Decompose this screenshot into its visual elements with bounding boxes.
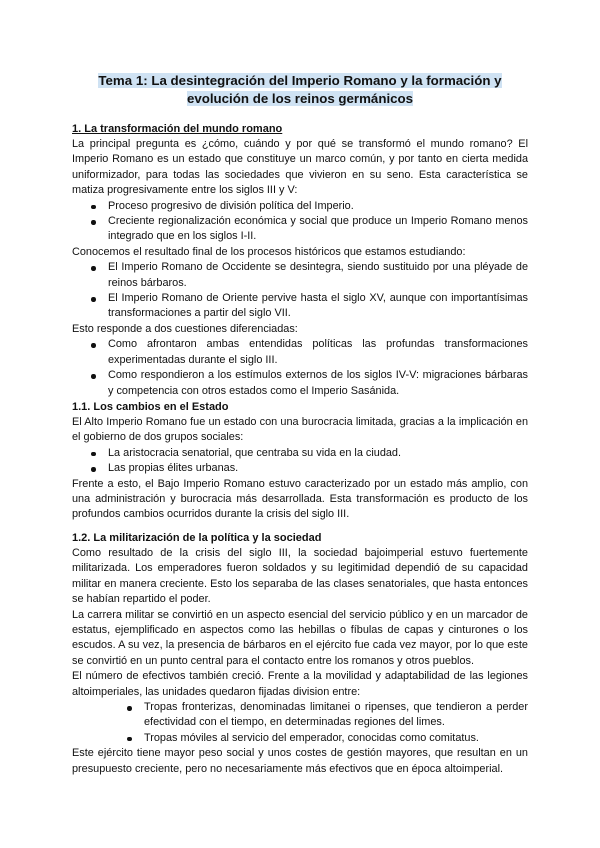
list-item: Creciente regionalización económica y social que produce un Imperio Romano menos integrado que en los siglos I-II. xyxy=(108,214,528,245)
list-item: Las propias élites urbanas. xyxy=(108,461,528,476)
section-1-heading: 1. La transformación del mundo romano xyxy=(72,123,283,135)
list-item: Como afrontaron ambas entendidas políticas las profundas transformaciones experimentadas durante el siglo III. xyxy=(108,337,528,368)
section-1 xyxy=(72,122,528,399)
section-1-1 xyxy=(72,400,528,523)
list-item: Como respondieron a los estímulos externos de los siglos IV-V: migraciones bárbaras y competencia con otros estados como el Imperio Sasánida. xyxy=(108,368,528,399)
section-1-list-1 xyxy=(108,199,528,245)
list-item: El Imperio Romano de Occidente se desintegra, siendo sustituido por una pléyade de reinos bárbaros. xyxy=(108,260,528,291)
section-1-list-3 xyxy=(108,337,528,399)
list-item: Proceso progresivo de división política del Imperio. xyxy=(108,199,528,214)
section-1-2 xyxy=(72,531,528,777)
section-1-1-paragraph-2: Frente a esto, el Bajo Imperio Romano estuvo caracterizado por un estado más amplio, con una administración y burocracia más desarrollada. Esta transformación es producto de los profundos cambios ocurridos durante la crisis del siglo III. xyxy=(72,477,528,521)
section-1-2-heading: 1.2. La militarización de la política y la sociedad xyxy=(72,532,322,544)
section-1-2-list-1 xyxy=(144,700,528,746)
title-line-2: evolución de los reinos germánicos xyxy=(186,91,414,106)
section-1-2-paragraph-3: El número de efectivos también creció. Frente a la movilidad y adaptabilidad de las legiones altoimperiales, las unidades quedaron fijadas division entre: xyxy=(72,670,528,698)
list-item: Tropas fronterizas, denominadas limitanei o ripenses, que tendieron a perder efectividad con el tiempo, en determinadas regiones del limes. xyxy=(144,700,528,731)
section-1-paragraph-3: Esto responde a dos cuestiones diferenciadas: xyxy=(72,322,298,335)
section-1-paragraph-1: La principal pregunta es ¿cómo, cuándo y por qué se transformó el mundo romano? El Imperio Romano es un estado que constituye un marco común, y por tanto en cierta medida uniformizador, para todas las sociedades que vivieron en su seno. Esta característica se matiza progresivamente entre los siglos III y V: xyxy=(72,138,528,197)
list-item: La aristocracia senatorial, que centraba su vida en la ciudad. xyxy=(108,446,528,461)
section-1-2-paragraph-2: La carrera militar se convirtió en un aspecto esencial del servicio público y en un marcador de estatus, ejemplificado en aspectos como las hebillas o fíbulas de capas y cinturones o los escudos. A su vez, la presencia de bárbaros en el ejército fue cada vez mayor, por lo que este se convirtió en un punto central para el contacto entre los romanos y otros pueblos. xyxy=(72,608,528,667)
section-1-1-paragraph-1: El Alto Imperio Romano fue un estado con una burocracia limitada, gracias a la implicación en el gobierno de dos grupos sociales: xyxy=(72,416,528,444)
section-1-1-list-1 xyxy=(108,446,528,477)
section-1-1-heading: 1.1. Los cambios en el Estado xyxy=(72,401,229,413)
title-line-1: Tema 1: La desintegración del Imperio Romano y la formación y xyxy=(98,73,502,88)
document-title xyxy=(72,72,528,108)
section-1-paragraph-2: Conocemos el resultado final de los procesos históricos que estamos estudiando: xyxy=(72,245,466,258)
section-1-list-2 xyxy=(108,260,528,322)
list-item: Tropas móviles al servicio del emperador, conocidas como comitatus. xyxy=(144,731,528,746)
list-item: El Imperio Romano de Oriente pervive hasta el siglo XV, aunque con importantísimas transformaciones a partir del siglo VII. xyxy=(108,291,528,322)
section-1-2-paragraph-1: Como resultado de la crisis del siglo III, la sociedad bajoimperial estuvo fuertemente militarizada. Los emperadores fueron soldados y su legitimidad dependió de su capacidad militar en manera creciente. Esto los separaba de las clases senatoriales, que hasta entonces se habían repartido el poder. xyxy=(72,547,528,606)
section-1-2-paragraph-4: Este ejército tiene mayor peso social y unos costes de gestión mayores, que resultan en un presupuesto creciente, pero no necesariamente más efectivos que en época altoimperial. xyxy=(72,747,528,775)
